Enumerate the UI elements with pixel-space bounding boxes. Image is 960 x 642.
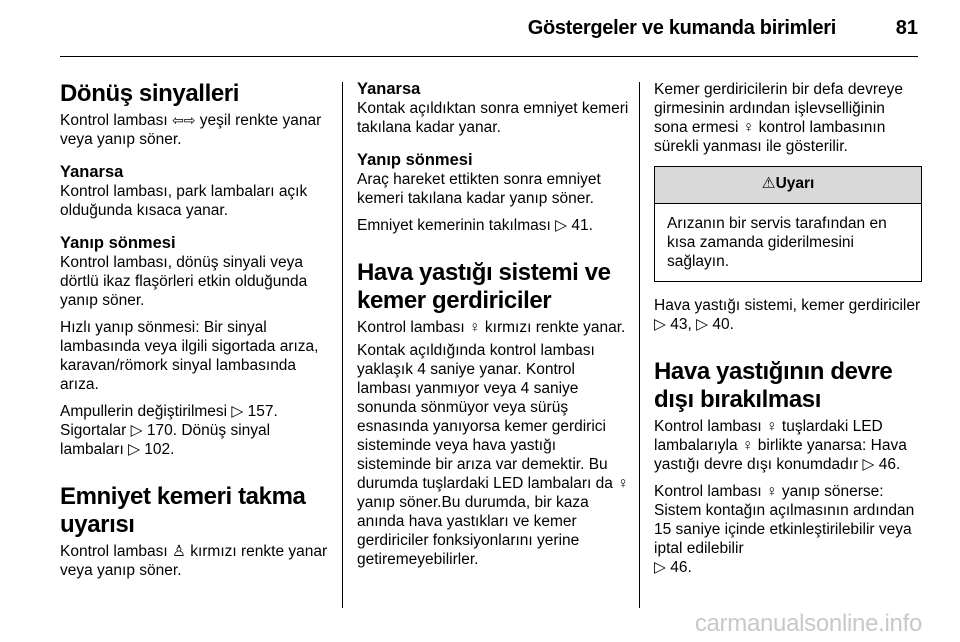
text: Hava yastığı sistemi, kemer gerdiriciler <box>654 297 921 314</box>
turn-signal-icon: ⇦⇨ <box>172 112 196 128</box>
airbag-off-icon: ♀ <box>741 437 754 454</box>
column-middle <box>357 80 629 577</box>
paragraph: Hızlı yanıp sönmesi: Bir sinyal lambasında veya ilgili sigortada arıza, karavan/römork sinyal lambasında arıza. <box>60 319 319 393</box>
seatbelt-icon: ♙ <box>172 543 186 560</box>
text: yeşil renkte yanar veya yanıp söner. <box>60 112 322 148</box>
text: Ampullerin değiştirilmesi <box>60 403 232 420</box>
text: kontrol lambasının sürekli yanması ile gösterilir. <box>654 119 886 155</box>
paragraph: Kontrol lambası, dönüş sinyali veya dörtlü ikaz flaşörleri etkin olduğunda yanıp söner. <box>60 254 308 309</box>
text: Kontak açıldığında kontrol lambası yaklaşık 4 saniye yanar. Kontrol lambası yanmıyor veya 4 saniye sonunda sönmüyor veya sürüş esnasında yanıyorsa kemer gerdirici sisteminde veya hava yastığı sisteminde bir arıza var demektir. Bu durumda tuşlardaki LED lambaları da <box>357 342 618 492</box>
airbag-off-icon: ♀ <box>766 483 778 500</box>
warning-icon: ⚠ <box>761 175 776 192</box>
airbag-off-icon: ♀ <box>617 475 629 492</box>
subsection-title: Yanıp sönmesi <box>60 234 176 252</box>
arrow-icon: ▷ <box>231 403 244 420</box>
airbag-off-icon: ♀ <box>766 418 778 435</box>
airbag-icon: ♀ <box>742 119 755 136</box>
page-header <box>60 0 918 57</box>
text: 170. Dönüş sinyal lambaları <box>60 422 271 458</box>
text: Kontrol lambası <box>357 319 469 336</box>
text: 102. <box>139 441 175 458</box>
paragraph <box>60 542 332 580</box>
subsection-title: Yanıp sönmesi <box>357 151 473 169</box>
text: 40. <box>708 316 734 333</box>
paragraph: Kontrol lambası, park lambaları açık olduğunda kısaca yanar. <box>60 183 308 219</box>
page-number: 81 <box>895 17 918 39</box>
arrow-icon: ▷ <box>696 316 709 333</box>
column-right <box>654 80 922 585</box>
text: yanıp söner.Bu durumda, bir kaza anında hava yastıkları ve kemer gerdiriciler fonksiyonlarını yerine getiremeyebilirler. <box>357 494 589 568</box>
arrow-icon: ▷ <box>654 559 666 576</box>
paragraph <box>357 318 629 337</box>
text: birlikte yanarsa: Hava yastığı devre dışı konumdadır <box>654 437 907 473</box>
text: Emniyet kemerinin takılması <box>357 217 556 234</box>
warning-text: Arızanın bir servis tarafından en kısa zamanda giderilmesini sağlayın. <box>667 215 887 270</box>
warning-box <box>654 166 922 282</box>
column-divider <box>639 82 640 608</box>
column-left <box>60 80 332 588</box>
watermark: carmanualsonline.info <box>694 610 922 637</box>
section-title-turn-signals: Dönüş sinyalleri <box>60 80 239 107</box>
text: 43, <box>665 316 697 333</box>
text: Kontrol lambası <box>60 543 172 560</box>
arrow-icon: ▷ <box>654 316 666 333</box>
paragraph <box>357 216 629 235</box>
text: Kontrol lambası <box>654 483 766 500</box>
warning-title: Uyarı <box>775 175 815 192</box>
arrow-icon: ▷ <box>862 456 875 473</box>
text: Sigortalar <box>60 422 131 439</box>
airbag-icon: ♀ <box>469 319 481 336</box>
section-title-airbag: Hava yastığı sistemi ve kemer gerdiriciler <box>357 259 611 314</box>
text: tuşlardaki LED lambalarıyla <box>654 418 883 454</box>
arrow-icon: ▷ <box>555 217 568 234</box>
paragraph: Kontak açıldıktan sonra emniyet kemeri takılana kadar yanar. <box>357 100 629 136</box>
section-title-airbag-deactivation: Hava yastığının devre dışı bırakılması <box>654 358 893 413</box>
text: Kontrol lambası <box>654 418 766 435</box>
warning-header <box>655 167 921 204</box>
arrow-icon: ▷ <box>130 422 143 439</box>
text: 46. <box>665 559 692 576</box>
paragraph <box>654 80 922 156</box>
section-title-seatbelt: Emniyet kemeri takma uyarısı <box>60 483 306 538</box>
text: yanıp sönerse: Sistem kontağın açılmasının ardından 15 saniye içinde etkinleştirilebilir veya iptal edilebilir <box>654 483 915 557</box>
paragraph <box>357 341 629 569</box>
text: 46. <box>874 456 901 473</box>
subsection-title: Yanarsa <box>60 163 124 181</box>
header-title: Göstergeler ve kumanda birimleri <box>527 17 836 39</box>
text: 41. <box>567 217 593 234</box>
paragraph <box>654 417 922 474</box>
paragraph <box>654 482 922 577</box>
text: 157. <box>243 403 278 420</box>
text: kırmızı renkte yanar. <box>480 319 626 336</box>
subsection-title: Yanarsa <box>357 80 421 98</box>
paragraph <box>654 296 922 334</box>
paragraph: Araç hareket ettikten sonra emniyet kemeri takılana kadar yanıp söner. <box>357 171 601 207</box>
column-divider <box>342 82 343 608</box>
text: Kemer gerdiricilerin bir defa devreye girmesinin ardından işlevselliğinin sona ermesi <box>654 81 903 136</box>
arrow-icon: ▷ <box>128 441 140 458</box>
text: kırmızı renkte yanar veya yanıp söner. <box>60 543 328 579</box>
text: Kontrol lambası <box>60 112 172 129</box>
paragraph <box>60 111 332 149</box>
paragraph <box>60 402 332 459</box>
